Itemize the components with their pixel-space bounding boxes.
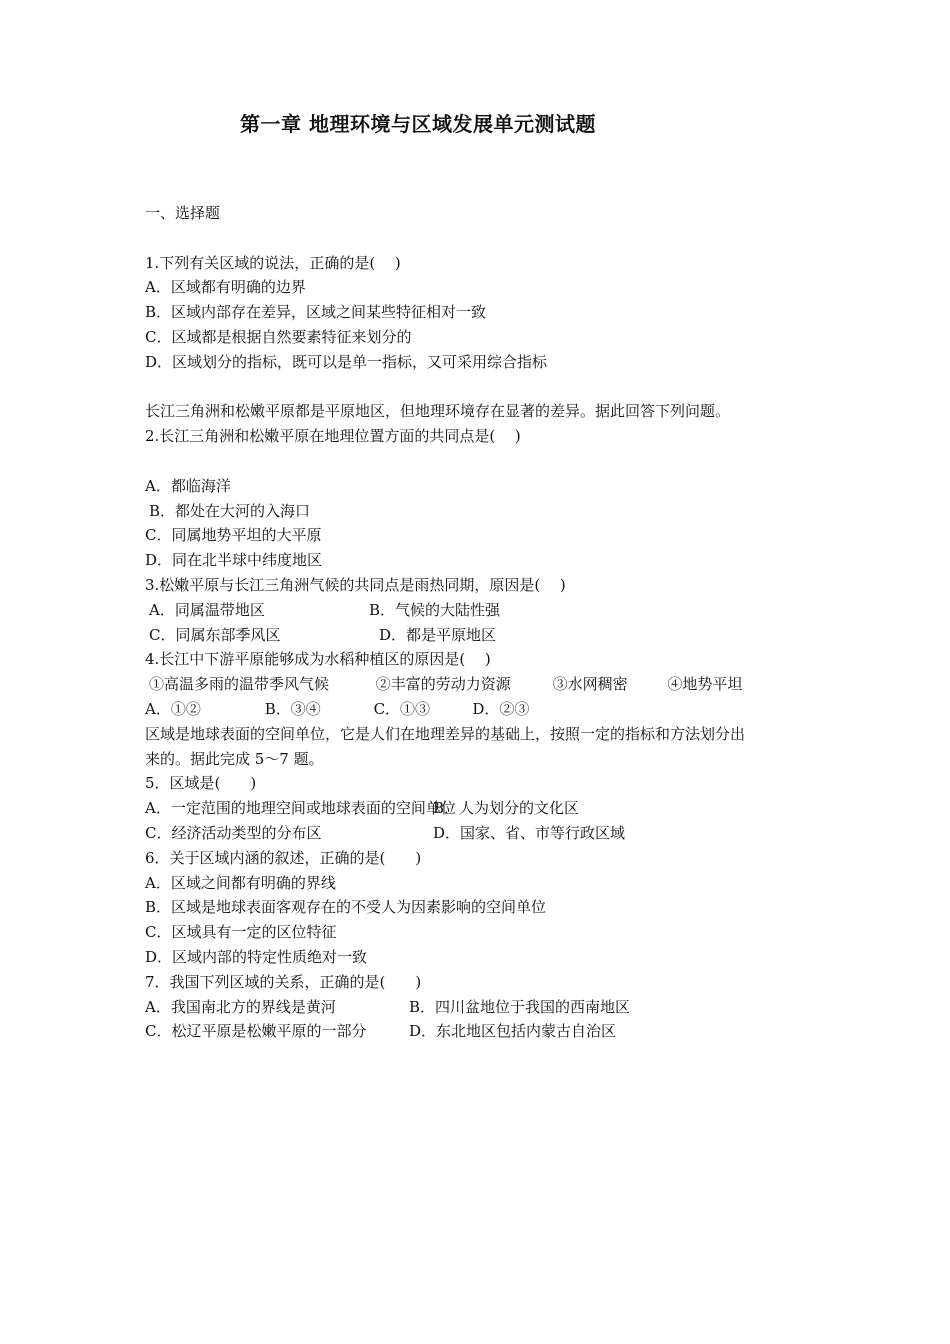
q6-option-c: C．区域具有一定的区位特征 [145,923,337,942]
section-heading: 一、选择题 [145,204,221,222]
q7-option-d: D．东北地区包括内蒙古自治区 [409,1022,617,1041]
page-title: 第一章 地理环境与区域发展单元测试题 [240,112,596,136]
q3-options-row-2 [145,623,845,648]
q5-option-c: C．经济活动类型的分布区 [145,823,322,842]
spacer [145,375,845,400]
q2-option-a: A．都临海洋 [145,476,231,495]
q7-option-b: B．四川盆地位于我国的西南地区 [409,997,631,1016]
q1-option-b: B．区域内部存在差异，区域之间某些特征相对一致 [145,303,487,322]
q4-stem: 4.长江中下游平原能够成为水稻种植区的原因是( ) [145,650,491,669]
q7-options-row-1 [145,995,845,1020]
material-2-line-2: 来的。据此完成 5～7 题。 [145,749,324,768]
q3-stem: 3.松嫩平原与长江三角洲气候的共同点是雨热同期，原因是( ) [145,575,566,594]
q5-options-row-2 [145,821,845,846]
q2-option-c: C．同属地势平坦的大平原 [145,526,322,545]
material-2-line-1: 区域是地球表面的空间单位，它是人们在地理差异的基础上，按照一定的指标和方法划分出 [145,724,746,743]
q4-factor-4: ④地势平坦 [667,675,743,694]
material-1: 长江三角洲和松嫩平原都是平原地区，但地理环境存在显著的差异。据此回答下列问题。 [145,402,731,421]
q3-option-a: A．同属温带地区 [149,600,265,619]
q2-option-b: B．都处在大河的入海口 [149,501,311,520]
q4-option-b: B．③④ [264,699,321,718]
q3-option-d: D．都是平原地区 [379,625,497,644]
q3-options-row-1 [145,598,845,623]
q4-option-d: D．②③ [472,699,530,718]
q5-stem: 5．区域是( ) [145,774,257,793]
q5-options-row-1 [145,796,845,821]
q4-factor-3: ③水网稠密 [552,675,628,694]
q3-option-b: B．气候的大陆性强 [369,600,501,619]
q7-option-a: A．我国南北方的界线是黄河 [145,997,336,1016]
q4-option-c: C．①③ [373,699,431,718]
q1-option-a: A．区域都有明确的边界 [145,278,306,297]
q7-options-row-2 [145,1019,845,1044]
q2-stem: 2.长江三角洲和松嫩平原在地理位置方面的共同点是( ) [145,427,521,446]
q4-factors [145,672,845,697]
q4-factor-2: ②丰富的劳动力资源 [375,675,511,694]
q6-option-b: B．区域是地球表面客观存在的不受人为因素影响的空间单位 [145,898,547,917]
q1-option-c: C．区域都是根据自然要素特征来划分的 [145,327,412,346]
q6-stem: 6．关于区域内涵的叙述，正确的是( ) [145,848,422,867]
exam-body [145,201,845,1044]
q5-option-d: D．国家、省、市等行政区域 [433,823,626,842]
q4-factor-1: ①高温多雨的温带季风气候 [149,675,330,694]
q1-option-d: D．区域划分的指标，既可以是单一指标，又可采用综合指标 [145,352,548,371]
q3-option-c: C．同属东部季风区 [149,625,281,644]
q4-options [145,697,845,722]
q5-option-b: B．人为划分的文化区 [433,799,580,818]
q5-option-a: A．一定范围的地理空间或地球表面的空间单位 [145,799,456,818]
q2-option-d: D．同在北半球中纬度地区 [145,551,323,570]
q4-option-a: A．①② [145,699,201,718]
q1-stem: 1.下列有关区域的说法，正确的是( ) [145,253,401,272]
q7-stem: 7．我国下列区域的关系，正确的是( ) [145,972,422,991]
q6-option-d: D．区域内部的特定性质绝对一致 [145,947,368,966]
q7-option-c: C．松辽平原是松嫩平原的一部分 [145,1022,367,1041]
q6-option-a: A．区域之间都有明确的界线 [145,873,336,892]
spacer [145,449,845,474]
spacer [145,226,845,251]
